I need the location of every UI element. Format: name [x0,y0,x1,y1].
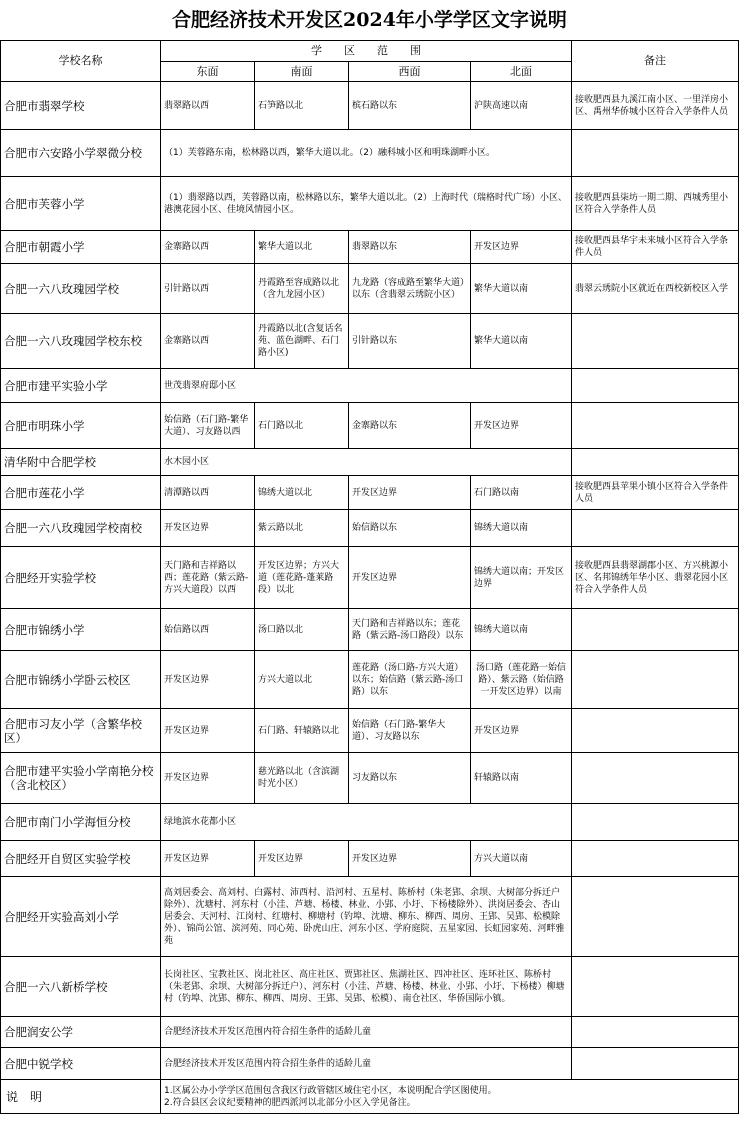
range-west: 槟石路以东 [349,82,471,130]
range-west: 莲花路（汤口路-方兴大道）以东；始信路（紫云路-汤口路）以东 [349,651,471,709]
range-east: 开发区边界 [161,651,255,709]
footer-note-line: 1.区属公办小学学区范围包含我区行政管辖区域住宅小区，本说明配合学区图使用。 [164,1085,497,1096]
range-east: 金寨路以西 [161,231,255,264]
table-row [1,841,739,877]
table-row [1,510,739,547]
range-south: 慈光路以北（含滨湖时光小区） [255,753,349,804]
range-north: 汤口路（莲花路一始信路）、紫云路（始信路一开发区边界）以南 [471,651,572,709]
range-west: 九龙路（容成路至繁华大道）以东（含翡翠云琇院小区） [349,264,471,314]
table-row [1,804,739,841]
school-name: 合肥市建平实验小学南艳分校（含北校区） [1,753,161,804]
table-row [1,1048,739,1080]
range-north: 沪陕高速以南 [471,82,572,130]
range-description: 水木园小区 [161,449,572,476]
table-row [1,709,739,753]
range-north: 开发区边界 [471,403,572,449]
note-cell [572,510,739,547]
school-name: 合肥一六八新桥学校 [1,957,161,1017]
range-west: 开发区边界 [349,547,471,609]
table-row [1,130,739,177]
header-district-range: 学 区 范 围 [161,41,572,62]
table-row [1,177,739,231]
note-cell [572,877,739,957]
note-cell [572,709,739,753]
range-north: 锦绣大道以南；开发区边界 [471,547,572,609]
range-description: （1）翡翠路以西，芙蓉路以南，松林路以东，繁华大道以北。（2）上海时代（瑞格时代广场）小区、港澳花园小区、佳境风情园小区。 [161,177,572,231]
school-name: 合肥市锦绣小学卧云校区 [1,651,161,709]
school-name: 合肥市锦绣小学 [1,609,161,651]
note-cell [572,1048,739,1080]
school-name: 清华附中合肥学校 [1,449,161,476]
note-cell [572,957,739,1017]
school-name: 合肥市朝霞小学 [1,231,161,264]
range-south: 紫云路以北 [255,510,349,547]
note-cell [572,369,739,403]
note-cell: 接收肥西县苹果小镇小区符合入学条件人员 [572,476,739,510]
range-description: 合肥经济技术开发区范围内符合招生条件的适龄儿童 [161,1048,572,1080]
table-row [1,369,739,403]
note-cell [572,403,739,449]
range-east: 天门路和吉祥路以西；莲花路（紫云路-方兴大道段）以西 [161,547,255,609]
range-south: 开发区边界；方兴大道（莲花路-蓬莱路段）以北 [255,547,349,609]
table-row [1,547,739,609]
range-west: 始信路（石门路-繁华大道）、习友路以东 [349,709,471,753]
note-cell [572,1017,739,1048]
range-north: 繁华大道以南 [471,264,572,314]
range-east: 始信路以西 [161,609,255,651]
header-south: 南面 [255,62,349,82]
range-north: 石门路以南 [471,476,572,510]
range-south: 石门路以北 [255,403,349,449]
table-row [1,314,739,369]
table-row [1,651,739,709]
note-cell: 接收肥西县九溪江南小区、一里洋房小区、禹州华侨城小区符合入学条件人员 [572,82,739,130]
table-row [1,449,739,476]
table-row [1,403,739,449]
note-cell [572,130,739,177]
footer-note-line: 2.符合县区会议纪要精神的肥西派河以北部分小区入学见备注。 [164,1097,416,1108]
footer-label: 说 明 [1,1080,161,1114]
range-south: 方兴大道以北 [255,651,349,709]
range-west: 开发区边界 [349,476,471,510]
range-south: 开发区边界 [255,841,349,877]
range-east: 翡翠路以西 [161,82,255,130]
table-row [1,753,739,804]
school-name: 合肥经开实验高刘小学 [1,877,161,957]
range-east: 开发区边界 [161,841,255,877]
header-north: 北面 [471,62,572,82]
school-name: 合肥一六八玫瑰园学校南校 [1,510,161,547]
header-note: 备注 [572,41,739,82]
note-cell [572,841,739,877]
note-cell: 接收肥西县华宇未来城小区符合入学条件人员 [572,231,739,264]
note-cell [572,804,739,841]
range-east: 引针路以西 [161,264,255,314]
footer-row [1,1080,739,1114]
range-west: 开发区边界 [349,841,471,877]
range-south: 石门路、轩辕路以北 [255,709,349,753]
school-name: 合肥润安公学 [1,1017,161,1048]
range-west: 习友路以东 [349,753,471,804]
range-south: 石笋路以北 [255,82,349,130]
range-description: 合肥经济技术开发区范围内符合招生条件的适龄儿童 [161,1017,572,1048]
school-name: 合肥中锐学校 [1,1048,161,1080]
page-title: 合肥经济技术开发区2024年小学学区文字说明 [172,9,567,31]
note-cell [572,651,739,709]
range-south: 锦绣大道以北 [255,476,349,510]
header-school-name: 学校名称 [1,41,161,82]
table-row [1,1017,739,1048]
range-description: 世茂翡翠府邸小区 [161,369,572,403]
range-east: 开发区边界 [161,510,255,547]
header-west: 西面 [349,62,471,82]
range-north: 锦绣大道以南 [471,609,572,651]
school-name: 合肥市莲花小学 [1,476,161,510]
school-name: 合肥经开实验学校 [1,547,161,609]
range-north: 开发区边界 [471,709,572,753]
school-name: 合肥市南门小学海恒分校 [1,804,161,841]
range-north: 锦绣大道以南 [471,510,572,547]
range-north: 繁华大道以南 [471,314,572,369]
table-row [1,231,739,264]
note-cell: 接收肥西县翡翠湖郡小区、方兴桃源小区、名邦锦绣年华小区、翡翠花园小区符合入学条件人员 [572,547,739,609]
range-east: 开发区边界 [161,709,255,753]
school-name: 合肥市六安路小学翠微分校 [1,130,161,177]
range-east: 清潭路以西 [161,476,255,510]
school-name: 合肥一六八玫瑰园学校 [1,264,161,314]
table-row [1,609,739,651]
range-west: 始信路以东 [349,510,471,547]
range-west: 翡翠路以东 [349,231,471,264]
note-cell [572,314,739,369]
range-east: 始信路（石门路-繁华大道）、习友路以西 [161,403,255,449]
school-name: 合肥一六八玫瑰园学校东校 [1,314,161,369]
range-west: 引针路以东 [349,314,471,369]
range-description: 长岗社区、宝教社区、岗北社区、高庄社区、贾郢社区、焦湖社区、四冲社区、连环社区、陈桥村（朱老郢、余坝、大树部分拆迁户）、河东村（小洼、芦塘、杨楼、林业、小郢、小圩、下杨楼）柳塘村（钓埠、沈郢、柳东、柳西、周房、王郢、吴郢、松模）、南仓社区、华侨国际小镇。 [161,957,572,1017]
school-name: 合肥市明珠小学 [1,403,161,449]
range-south: 丹霞路至容成路以北（含九龙园小区） [255,264,349,314]
header-east: 东面 [161,62,255,82]
footer-notes [161,1080,739,1114]
table-row [1,877,739,957]
range-description: 高刘居委会、高刘村、白露村、沛西村、沿河村、五星村、陈桥村（朱老郢、余坝、大树部分拆迁户除外）、沈塘村、河东村（小洼、芦塘、杨楼、林业、小郢、小圩、下杨楼除外）、洪岗居委会、杏山居委会、天河村、江岗村、红塘村、柳塘村（钓埠、沈塘、柳东、柳西、周房、王郢、吴郢、松模除外）、锦尚公馆、滨河苑、同心苑、卧虎山庄、河东小区、学府庭院、五星家园、长虹园家苑、河畔雅苑 [161,877,572,957]
table-row [1,476,739,510]
note-cell: 接收肥西县柒坊一期二期、西城秀里小区符合入学条件人员 [572,177,739,231]
note-cell: 翡翠云琇院小区就近在西校新校区入学 [572,264,739,314]
school-name: 合肥经开自贸区实验学校 [1,841,161,877]
range-south: 丹霞路以北(含复话名苑、蓝色湖畔、石门路小区) [255,314,349,369]
range-west: 金寨路以东 [349,403,471,449]
range-west: 天门路和吉祥路以东；莲花路（紫云路-汤口路段）以东 [349,609,471,651]
table-row [1,82,739,130]
note-cell [572,449,739,476]
range-south: 繁华大道以北 [255,231,349,264]
range-east: 金寨路以西 [161,314,255,369]
range-east: 开发区边界 [161,753,255,804]
school-name: 合肥市建平实验小学 [1,369,161,403]
school-name: 合肥市翡翠学校 [1,82,161,130]
table-row [1,264,739,314]
school-name: 合肥市芙蓉小学 [1,177,161,231]
range-north: 方兴大道以南 [471,841,572,877]
school-name: 合肥市习友小学（含繁华校区） [1,709,161,753]
note-cell [572,609,739,651]
range-description: 绿地滨水花都小区 [161,804,572,841]
table-row [1,957,739,1017]
range-description: （1）芙蓉路东南，松林路以西，繁华大道以北。（2）融科城小区和明珠湖畔小区。 [161,130,572,177]
note-cell [572,753,739,804]
range-south: 汤口路以北 [255,609,349,651]
school-district-table [0,40,739,1114]
range-north: 开发区边界 [471,231,572,264]
range-north: 轩辕路以南 [471,753,572,804]
